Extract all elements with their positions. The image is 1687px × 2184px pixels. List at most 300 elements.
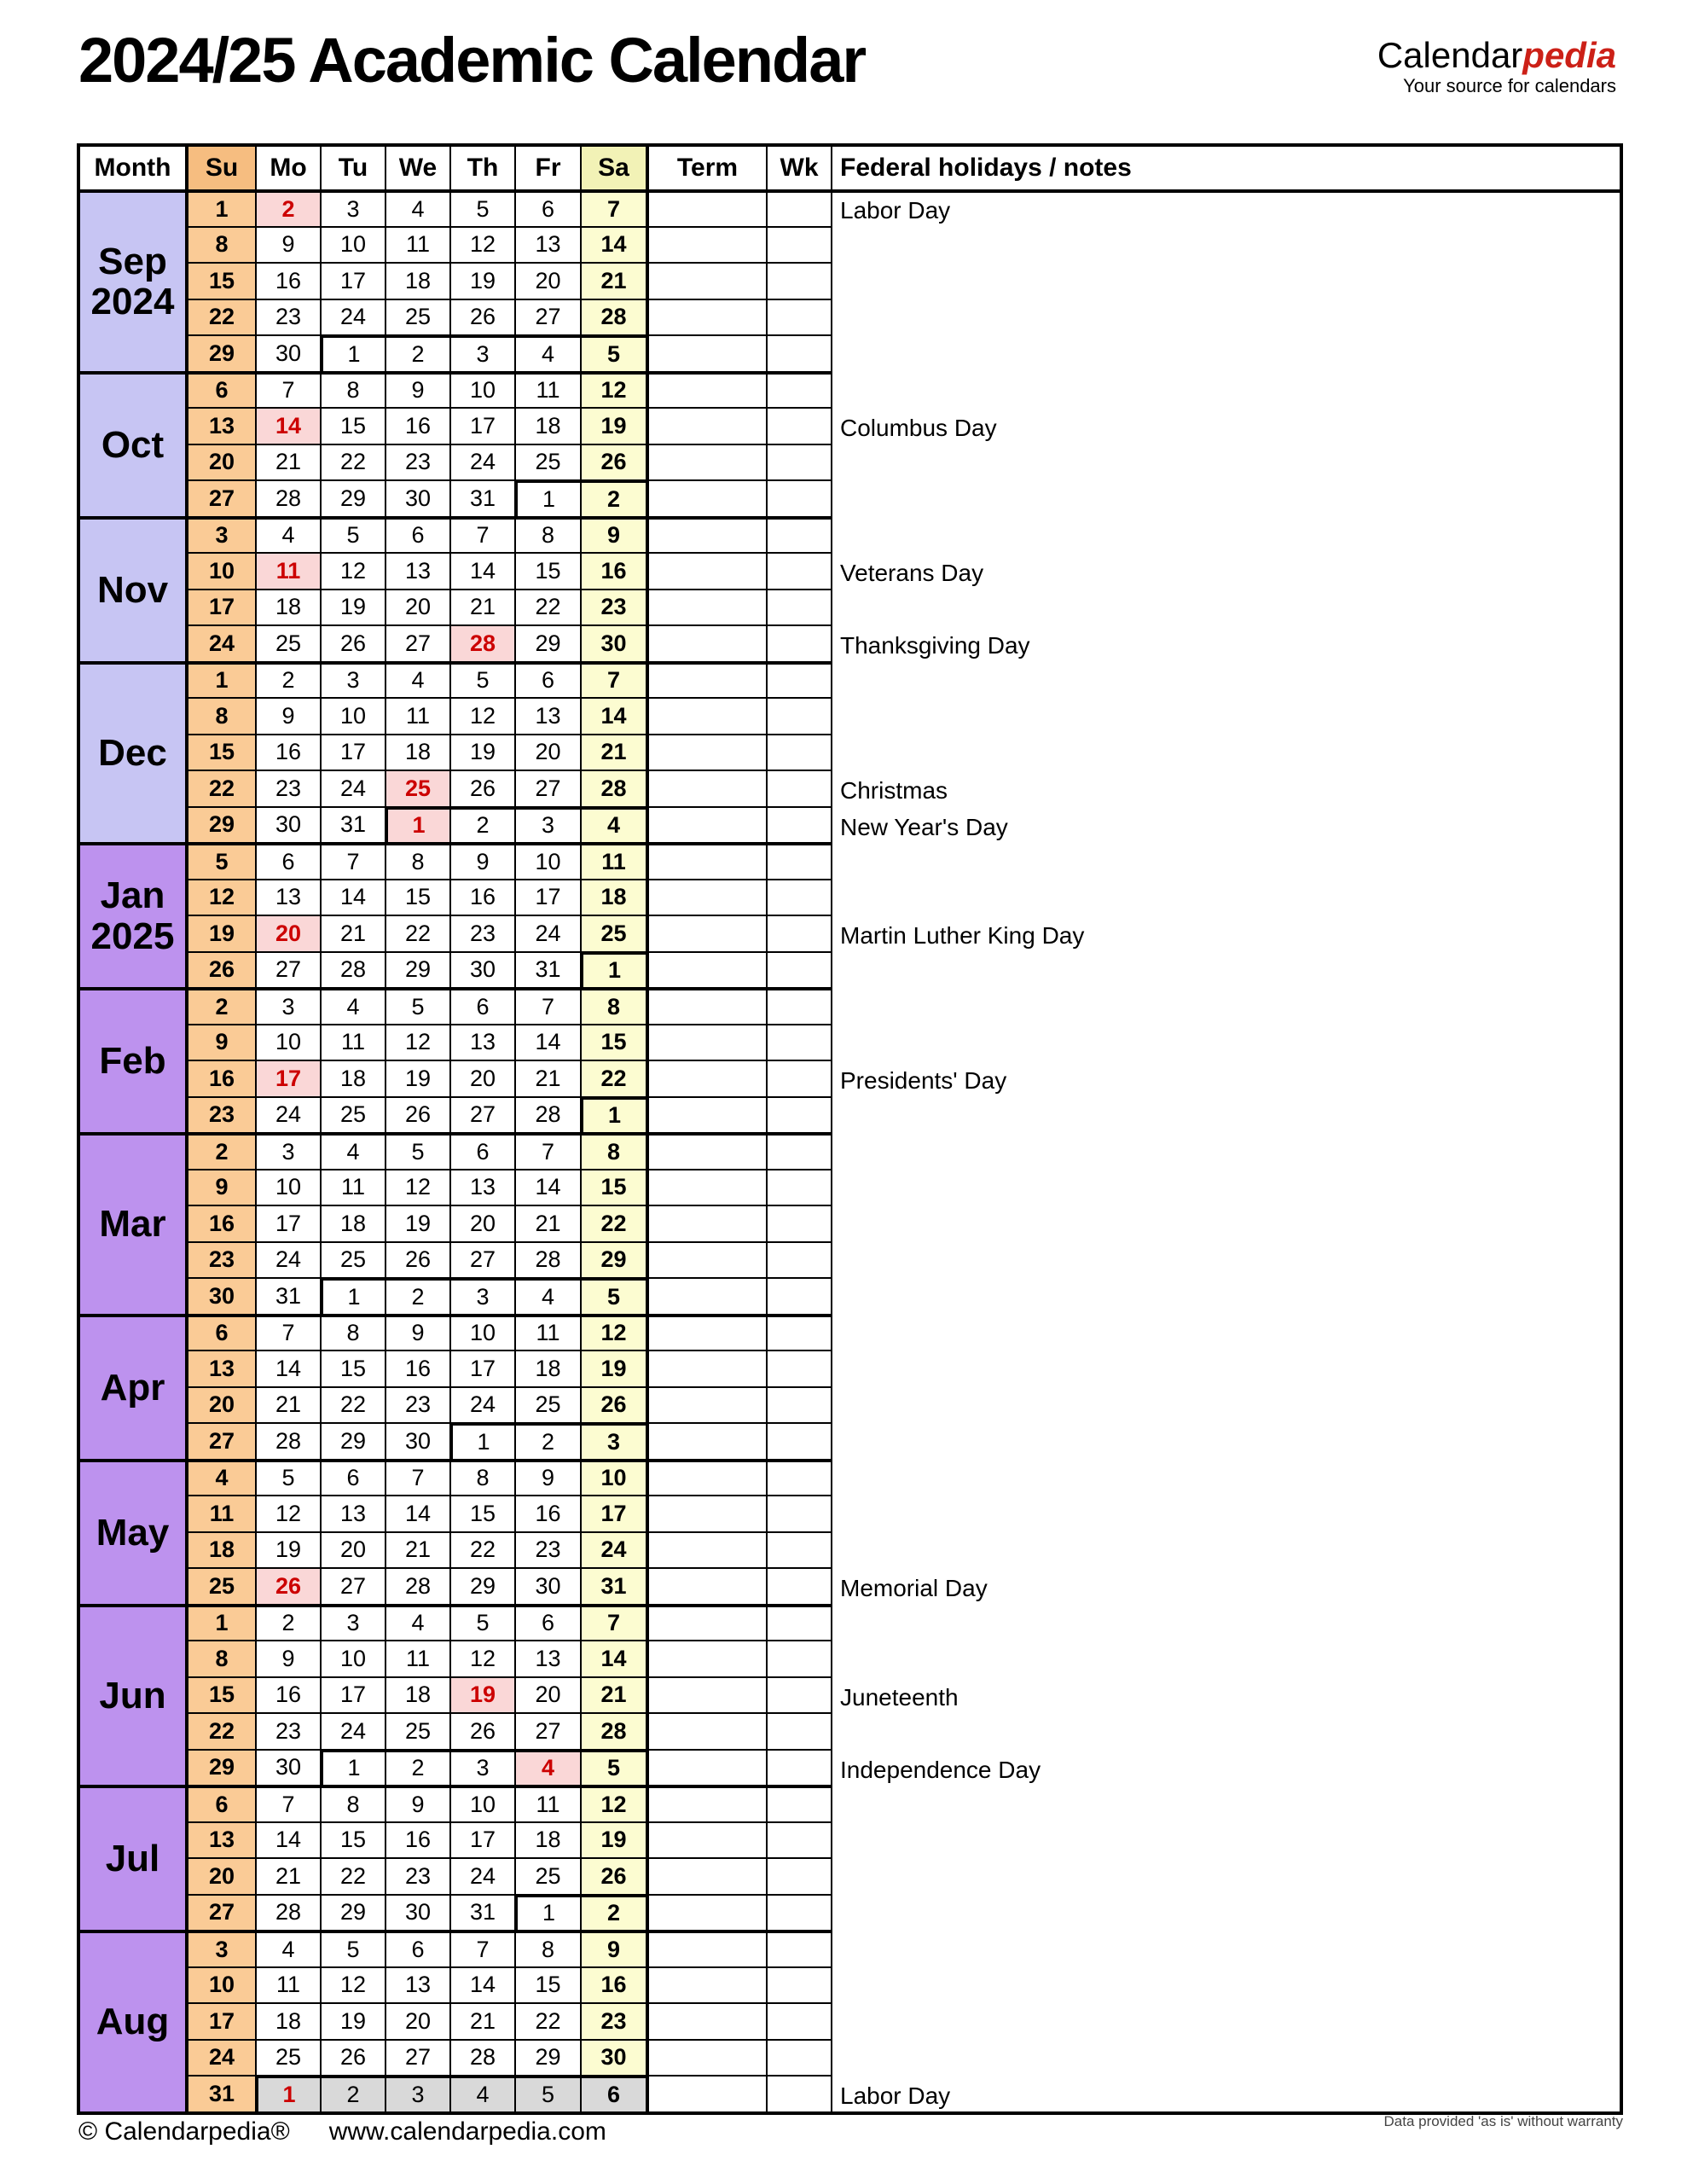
day-cell: 22 xyxy=(185,770,255,806)
day-cell: 19 xyxy=(580,1821,646,1858)
day-cell: 29 xyxy=(320,1422,385,1459)
wk-cell xyxy=(766,1785,831,1821)
day-cell: 28 xyxy=(514,1241,580,1278)
column-header-sa: Sa xyxy=(580,147,646,189)
wk-cell xyxy=(766,1604,831,1641)
day-cell: 13 xyxy=(185,1350,255,1386)
day-cell: 20 xyxy=(320,1531,385,1568)
month-label-feb xyxy=(80,987,185,1132)
holiday-note: Christmas xyxy=(840,777,948,804)
term-cell xyxy=(646,407,766,444)
day-cell: 29 xyxy=(514,624,580,661)
day-cell: 8 xyxy=(320,371,385,408)
day-cell: 10 xyxy=(449,371,514,408)
wk-cell xyxy=(766,770,831,806)
wk-cell xyxy=(766,987,831,1024)
day-cell: 4 xyxy=(385,661,449,698)
day-cell: 3 xyxy=(185,1930,255,1966)
day-cell: 23 xyxy=(255,1712,320,1749)
day-cell: 3 xyxy=(385,2075,449,2111)
day-cell: 6 xyxy=(385,1930,449,1966)
day-cell: 18 xyxy=(385,262,449,299)
term-cell xyxy=(646,226,766,263)
day-cell: 14 xyxy=(449,1966,514,2003)
day-cell: 13 xyxy=(385,552,449,589)
day-cell: 26 xyxy=(449,299,514,335)
holiday-note: Martin Luther King Day xyxy=(840,922,1085,950)
term-cell xyxy=(646,879,766,915)
day-cell: 28 xyxy=(385,1567,449,1604)
day-cell: 31 xyxy=(449,479,514,516)
day-cell: 27 xyxy=(255,951,320,988)
day-cell: 24 xyxy=(320,770,385,806)
day-cell: 4 xyxy=(255,1930,320,1966)
day-cell: 25 xyxy=(185,1567,255,1604)
day-cell: 23 xyxy=(385,1857,449,1894)
day-cell: 12 xyxy=(255,1495,320,1531)
wk-cell xyxy=(766,334,831,371)
day-cell: 4 xyxy=(514,1277,580,1314)
day-cell: 14 xyxy=(580,697,646,734)
day-cell: 20 xyxy=(514,1676,580,1713)
day-cell: 6 xyxy=(185,1314,255,1350)
day-cell: 8 xyxy=(185,697,255,734)
day-cell: 28 xyxy=(255,1422,320,1459)
term-cell xyxy=(646,842,766,879)
day-cell: 19 xyxy=(580,407,646,444)
wk-cell xyxy=(766,2002,831,2039)
day-cell: 27 xyxy=(385,624,449,661)
term-cell xyxy=(646,479,766,516)
wk-cell xyxy=(766,1241,831,1278)
day-cell: 14 xyxy=(255,1821,320,1858)
day-cell: 30 xyxy=(385,1422,449,1459)
day-cell: 7 xyxy=(449,1930,514,1966)
wk-cell xyxy=(766,1567,831,1604)
day-cell: 31 xyxy=(514,951,580,988)
day-cell: 25 xyxy=(385,299,449,335)
day-cell: 7 xyxy=(580,661,646,698)
day-cell: 13 xyxy=(514,226,580,263)
day-cell: 1 xyxy=(185,1604,255,1641)
day-cell: 10 xyxy=(320,697,385,734)
day-cell: 14 xyxy=(514,1169,580,1205)
day-cell: 19 xyxy=(385,1205,449,1241)
day-cell: 29 xyxy=(514,2039,580,2076)
day-cell: 30 xyxy=(255,1749,320,1786)
day-cell: 19 xyxy=(320,2002,385,2039)
wk-cell xyxy=(766,1821,831,1858)
day-cell: 24 xyxy=(320,1712,385,1749)
day-cell: 25 xyxy=(385,770,449,806)
day-cell: 16 xyxy=(449,879,514,915)
day-cell: 22 xyxy=(385,915,449,951)
wk-cell xyxy=(766,951,831,988)
column-header-fr: Fr xyxy=(514,147,580,189)
day-cell: 9 xyxy=(449,842,514,879)
day-cell: 16 xyxy=(580,552,646,589)
wk-cell xyxy=(766,1459,831,1496)
wk-cell xyxy=(766,1096,831,1133)
day-cell: 8 xyxy=(580,987,646,1024)
day-cell: 16 xyxy=(255,262,320,299)
holiday-note: Independence Day xyxy=(840,1756,1041,1783)
column-header-mo: Mo xyxy=(255,147,320,189)
day-cell: 7 xyxy=(514,1132,580,1169)
day-cell: 11 xyxy=(385,226,449,263)
day-cell: 26 xyxy=(449,1712,514,1749)
day-cell: 23 xyxy=(385,444,449,480)
term-cell xyxy=(646,1821,766,1858)
day-cell: 5 xyxy=(320,1930,385,1966)
footer xyxy=(78,2117,606,2146)
day-cell: 15 xyxy=(580,1024,646,1060)
day-cell: 29 xyxy=(449,1567,514,1604)
column-header-tu: Tu xyxy=(320,147,385,189)
day-cell: 28 xyxy=(449,2039,514,2076)
day-cell: 12 xyxy=(449,697,514,734)
day-cell: 27 xyxy=(385,2039,449,2076)
day-cell: 22 xyxy=(185,299,255,335)
day-cell: 22 xyxy=(580,1205,646,1241)
day-cell: 12 xyxy=(580,1314,646,1350)
holiday-note: Memorial Day xyxy=(840,1575,988,1602)
day-cell: 20 xyxy=(255,915,320,951)
day-cell: 27 xyxy=(185,479,255,516)
notes-column xyxy=(831,189,1620,2111)
day-cell: 2 xyxy=(580,1894,646,1931)
term-cell xyxy=(646,987,766,1024)
day-cell: 21 xyxy=(255,1386,320,1423)
month-name: May xyxy=(96,1511,170,1554)
day-cell: 5 xyxy=(449,1604,514,1641)
day-cell: 18 xyxy=(255,589,320,625)
day-cell: 18 xyxy=(514,407,580,444)
day-cell: 11 xyxy=(385,1640,449,1676)
holiday-note: Labor Day xyxy=(840,2082,951,2110)
day-cell: 31 xyxy=(185,2075,255,2111)
wk-cell xyxy=(766,1749,831,1786)
wk-cell xyxy=(766,479,831,516)
term-cell xyxy=(646,1386,766,1423)
day-cell: 23 xyxy=(449,915,514,951)
day-cell: 6 xyxy=(185,371,255,408)
day-cell: 23 xyxy=(255,770,320,806)
term-cell xyxy=(646,1096,766,1133)
wk-cell xyxy=(766,1495,831,1531)
day-cell: 12 xyxy=(385,1024,449,1060)
day-cell: 10 xyxy=(580,1459,646,1496)
term-cell xyxy=(646,770,766,806)
holiday-note: Columbus Day xyxy=(840,415,997,442)
term-cell xyxy=(646,1495,766,1531)
wk-cell xyxy=(766,1314,831,1350)
day-cell: 5 xyxy=(449,661,514,698)
day-cell: 24 xyxy=(185,2039,255,2076)
day-cell: 15 xyxy=(580,1169,646,1205)
day-cell: 16 xyxy=(385,407,449,444)
day-cell: 20 xyxy=(449,1205,514,1241)
day-cell: 18 xyxy=(385,1676,449,1713)
day-cell: 25 xyxy=(385,1712,449,1749)
day-cell: 28 xyxy=(255,479,320,516)
day-cell: 10 xyxy=(514,842,580,879)
day-cell: 10 xyxy=(185,1966,255,2003)
day-cell: 22 xyxy=(449,1531,514,1568)
day-cell: 11 xyxy=(185,1495,255,1531)
day-cell: 13 xyxy=(185,407,255,444)
day-cell: 18 xyxy=(385,734,449,770)
day-cell: 31 xyxy=(255,1277,320,1314)
day-cell: 31 xyxy=(580,1567,646,1604)
day-cell: 24 xyxy=(255,1241,320,1278)
wk-cell xyxy=(766,879,831,915)
day-cell: 18 xyxy=(185,1531,255,1568)
term-cell xyxy=(646,371,766,408)
day-cell: 9 xyxy=(385,1785,449,1821)
day-cell: 2 xyxy=(449,806,514,843)
day-cell: 1 xyxy=(320,1749,385,1786)
column-header-su: Su xyxy=(185,147,255,189)
day-cell: 1 xyxy=(185,189,255,226)
month-label-nov xyxy=(80,516,185,661)
day-cell: 3 xyxy=(320,661,385,698)
day-cell: 13 xyxy=(449,1169,514,1205)
wk-cell xyxy=(766,806,831,843)
day-cell: 6 xyxy=(514,661,580,698)
day-cell: 16 xyxy=(185,1205,255,1241)
day-cell: 12 xyxy=(320,1966,385,2003)
day-cell: 22 xyxy=(320,1386,385,1423)
day-cell: 1 xyxy=(385,806,449,843)
day-cell: 7 xyxy=(255,1314,320,1350)
day-cell: 3 xyxy=(580,1422,646,1459)
day-cell: 23 xyxy=(185,1096,255,1133)
day-cell: 3 xyxy=(449,1749,514,1786)
day-cell: 19 xyxy=(185,915,255,951)
day-cell: 2 xyxy=(255,1604,320,1641)
day-cell: 13 xyxy=(385,1966,449,2003)
term-cell xyxy=(646,1966,766,2003)
day-cell: 14 xyxy=(320,879,385,915)
day-cell: 20 xyxy=(385,2002,449,2039)
day-cell: 18 xyxy=(580,879,646,915)
day-cell: 21 xyxy=(514,1205,580,1241)
day-cell: 4 xyxy=(449,2075,514,2111)
day-cell: 7 xyxy=(449,516,514,553)
day-cell: 16 xyxy=(385,1350,449,1386)
day-cell: 17 xyxy=(320,734,385,770)
day-cell: 15 xyxy=(185,1676,255,1713)
day-cell: 28 xyxy=(580,299,646,335)
column-header-we: We xyxy=(385,147,449,189)
day-cell: 12 xyxy=(449,1640,514,1676)
day-cell: 16 xyxy=(385,1821,449,1858)
day-cell: 31 xyxy=(449,1894,514,1931)
day-cell: 8 xyxy=(580,1132,646,1169)
day-cell: 30 xyxy=(255,806,320,843)
day-cell: 4 xyxy=(514,334,580,371)
day-cell: 6 xyxy=(514,189,580,226)
day-cell: 25 xyxy=(580,915,646,951)
day-cell: 7 xyxy=(514,987,580,1024)
day-cell: 9 xyxy=(514,1459,580,1496)
day-cell: 7 xyxy=(580,1604,646,1641)
day-cell: 26 xyxy=(255,1567,320,1604)
day-cell: 27 xyxy=(514,299,580,335)
term-cell xyxy=(646,1169,766,1205)
holiday-note: Thanksgiving Day xyxy=(840,632,1030,659)
wk-cell xyxy=(766,1894,831,1931)
day-cell: 5 xyxy=(185,842,255,879)
day-cell: 17 xyxy=(255,1060,320,1096)
day-cell: 13 xyxy=(449,1024,514,1060)
day-cell: 26 xyxy=(580,1386,646,1423)
wk-cell xyxy=(766,1350,831,1386)
day-cell: 7 xyxy=(385,1459,449,1496)
day-cell: 30 xyxy=(185,1277,255,1314)
day-cell: 16 xyxy=(255,1676,320,1713)
day-cell: 25 xyxy=(514,1857,580,1894)
day-cell: 5 xyxy=(385,987,449,1024)
term-cell xyxy=(646,697,766,734)
day-cell: 26 xyxy=(580,444,646,480)
term-cell xyxy=(646,2039,766,2076)
day-cell: 2 xyxy=(385,1749,449,1786)
day-cell: 9 xyxy=(185,1024,255,1060)
day-cell: 12 xyxy=(385,1169,449,1205)
day-cell: 29 xyxy=(185,334,255,371)
day-cell: 26 xyxy=(580,1857,646,1894)
day-cell: 18 xyxy=(320,1060,385,1096)
day-cell: 1 xyxy=(449,1422,514,1459)
day-cell: 8 xyxy=(385,842,449,879)
day-cell: 9 xyxy=(385,371,449,408)
day-cell: 31 xyxy=(320,806,385,843)
term-cell xyxy=(646,444,766,480)
term-cell xyxy=(646,1749,766,1786)
wk-cell xyxy=(766,1024,831,1060)
day-cell: 23 xyxy=(385,1386,449,1423)
column-header-term: Term xyxy=(646,147,766,189)
wk-cell xyxy=(766,189,831,226)
column-header-month: Month xyxy=(80,147,185,189)
day-cell: 9 xyxy=(255,697,320,734)
wk-cell xyxy=(766,262,831,299)
month-label-jul xyxy=(80,1785,185,1930)
day-cell: 20 xyxy=(185,444,255,480)
day-cell: 4 xyxy=(320,1132,385,1169)
day-cell: 23 xyxy=(580,589,646,625)
day-cell: 22 xyxy=(514,2002,580,2039)
term-cell xyxy=(646,1894,766,1931)
day-cell: 11 xyxy=(320,1169,385,1205)
day-cell: 6 xyxy=(449,1132,514,1169)
day-cell: 14 xyxy=(449,552,514,589)
month-name: Apr xyxy=(100,1366,165,1409)
day-cell: 15 xyxy=(320,1821,385,1858)
day-cell: 16 xyxy=(185,1060,255,1096)
day-cell: 15 xyxy=(185,262,255,299)
term-cell xyxy=(646,516,766,553)
day-cell: 22 xyxy=(185,1712,255,1749)
day-cell: 25 xyxy=(320,1096,385,1133)
day-cell: 8 xyxy=(185,226,255,263)
term-cell xyxy=(646,2075,766,2111)
term-cell xyxy=(646,1567,766,1604)
day-cell: 4 xyxy=(385,1604,449,1641)
day-cell: 21 xyxy=(580,1676,646,1713)
day-cell: 1 xyxy=(320,1277,385,1314)
month-name: Jun xyxy=(99,1674,166,1716)
wk-cell xyxy=(766,624,831,661)
day-cell: 8 xyxy=(449,1459,514,1496)
day-cell: 9 xyxy=(255,1640,320,1676)
day-cell: 4 xyxy=(385,189,449,226)
day-cell: 21 xyxy=(580,262,646,299)
day-cell: 11 xyxy=(514,1785,580,1821)
brand-wordmark-red: pedia xyxy=(1522,35,1616,75)
day-cell: 11 xyxy=(255,1966,320,2003)
day-cell: 19 xyxy=(449,734,514,770)
holiday-note: Presidents' Day xyxy=(840,1067,1007,1095)
day-cell: 21 xyxy=(449,2002,514,2039)
day-cell: 11 xyxy=(255,552,320,589)
day-cell: 28 xyxy=(320,951,385,988)
day-cell: 1 xyxy=(320,334,385,371)
day-cell: 17 xyxy=(514,879,580,915)
day-cell: 7 xyxy=(255,1785,320,1821)
day-cell: 17 xyxy=(580,1495,646,1531)
day-cell: 21 xyxy=(580,734,646,770)
month-year: 2024 xyxy=(90,281,175,323)
day-cell: 14 xyxy=(580,1640,646,1676)
day-cell: 26 xyxy=(385,1241,449,1278)
day-cell: 27 xyxy=(320,1567,385,1604)
wk-cell xyxy=(766,1132,831,1169)
wk-cell xyxy=(766,1531,831,1568)
wk-cell xyxy=(766,2039,831,2076)
day-cell: 18 xyxy=(514,1821,580,1858)
day-cell: 14 xyxy=(255,407,320,444)
day-cell: 12 xyxy=(449,226,514,263)
month-name: Oct xyxy=(101,423,165,466)
day-cell: 21 xyxy=(320,915,385,951)
day-cell: 2 xyxy=(320,2075,385,2111)
day-cell: 1 xyxy=(580,951,646,988)
day-cell: 27 xyxy=(449,1241,514,1278)
month-label-mar xyxy=(80,1132,185,1314)
day-cell: 21 xyxy=(255,1857,320,1894)
day-cell: 3 xyxy=(449,334,514,371)
month-label-jun xyxy=(80,1604,185,1786)
brand-wordmark-black: Calendar xyxy=(1377,35,1523,75)
column-header-th: Th xyxy=(449,147,514,189)
day-cell: 17 xyxy=(185,589,255,625)
day-cell: 13 xyxy=(514,1640,580,1676)
day-cell: 27 xyxy=(185,1894,255,1931)
term-cell xyxy=(646,1350,766,1386)
day-cell: 19 xyxy=(449,262,514,299)
day-cell: 10 xyxy=(185,552,255,589)
day-cell: 6 xyxy=(449,987,514,1024)
month-label-dec xyxy=(80,661,185,843)
day-cell: 17 xyxy=(449,1821,514,1858)
day-cell: 22 xyxy=(320,1857,385,1894)
month-label-jan xyxy=(80,842,185,987)
day-cell: 14 xyxy=(385,1495,449,1531)
day-cell: 20 xyxy=(185,1386,255,1423)
